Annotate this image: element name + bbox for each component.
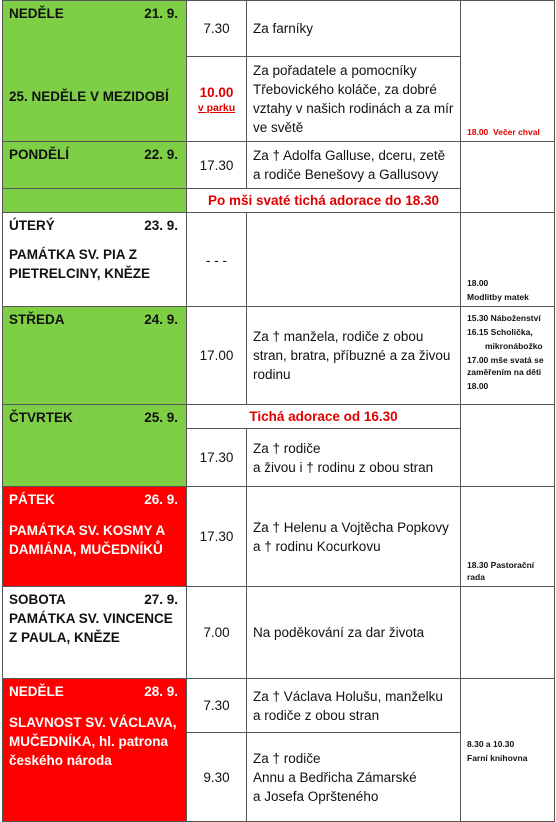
note-text: Modlitby matek xyxy=(467,292,529,302)
note-cell xyxy=(461,1,555,142)
mass-time: 17.00 xyxy=(187,307,247,405)
note-text: Pastorační rada xyxy=(467,560,535,582)
day-cell-tuesday-23 xyxy=(3,213,187,307)
mass-intention: Za † Helenu a Vojtěcha Popkovy a † rodinu Kocurkovu xyxy=(247,487,461,587)
day-name: NEDĚLE xyxy=(9,6,64,21)
mass-intention: Za pořadatele a pomocníky Třebovického koláče, za dobré vztahy v našich rodinách a za mír ve světě xyxy=(247,57,461,142)
day-name: SOBOTA xyxy=(9,592,66,607)
day-cell-friday-26 xyxy=(3,487,187,587)
table-row xyxy=(3,213,555,307)
note-entry: 17.00 mše svatá se zaměřením na děti xyxy=(467,355,544,377)
note-time: 8.30 a 10.30 xyxy=(467,739,515,749)
note-cell xyxy=(461,679,555,822)
mass-intention: Za † rodiče Annu a Bedřicha Zámarské a Josefa Opršteného xyxy=(247,733,461,822)
table-row xyxy=(3,405,555,429)
mass-intention: Za † Václava Holušu, manželku a rodiče z obou stran xyxy=(247,679,461,733)
note-entry-cont: mikronábožko xyxy=(485,341,543,351)
note-cell xyxy=(461,307,555,405)
mass-time: 7.00 xyxy=(187,587,247,679)
table-row xyxy=(3,487,555,587)
mass-time: 10.00 xyxy=(199,84,234,100)
day-date: 27. 9. xyxy=(144,592,178,607)
day-name: STŘEDA xyxy=(9,312,65,327)
day-cell-sunday-28 xyxy=(3,679,187,822)
day-date: 23. 9. xyxy=(144,218,178,233)
day-date: 24. 9. xyxy=(144,312,178,327)
note-cell xyxy=(461,213,555,307)
note-text: Farní knihovna xyxy=(467,753,528,763)
day-feast: SLAVNOST SV. VÁCLAVA, MUČEDNÍKA, hl. patrona českého národa xyxy=(9,715,177,768)
mass-time: 7.30 xyxy=(187,679,247,733)
mass-intention: Na poděkování za dar života xyxy=(247,587,461,679)
mass-intention: Za † manžela, rodiče z obou stran, bratra, příbuzné a za živou rodinu xyxy=(247,307,461,405)
day-date: 21. 9. xyxy=(144,6,178,21)
table-row xyxy=(3,142,555,189)
mass-location: v parku xyxy=(197,101,236,114)
adoration-notice: Po mši svaté tichá adorace do 18.30 xyxy=(187,189,461,213)
mass-time: 17.30 xyxy=(187,487,247,587)
day-name: ÚTERÝ xyxy=(9,218,55,233)
day-cell-wednesday-24 xyxy=(3,307,187,405)
mass-intention: Za † rodiče a živou i † rodinu z obou stran xyxy=(247,429,461,487)
mass-intention: Za † Adolfa Galluse, dceru, zetě a rodiče Benešovy a Gallusovy xyxy=(247,142,461,189)
note-entry: 16.15 Scholička, xyxy=(467,327,533,337)
note-entry: 15.30 Náboženství xyxy=(467,313,541,323)
mass-time: 9.30 xyxy=(187,733,247,822)
mass-time: 7.30 xyxy=(187,1,247,57)
note-time: 18.00 xyxy=(467,127,489,137)
day-name: PONDĚLÍ xyxy=(9,147,70,162)
adoration-notice: Tichá adorace od 16.30 xyxy=(187,405,461,429)
day-date: 26. 9. xyxy=(144,492,178,507)
day-name: ČTVRTEK xyxy=(9,410,73,425)
note-time: 18.30 xyxy=(467,560,489,570)
mass-intention xyxy=(247,213,461,307)
day-date: 22. 9. xyxy=(144,147,178,162)
day-cell-thursday-25 xyxy=(3,405,187,487)
day-date: 25. 9. xyxy=(144,410,178,425)
note-entry: 18.00 xyxy=(467,381,489,391)
table-row xyxy=(3,587,555,679)
mass-time: - - - xyxy=(187,213,247,307)
table-row xyxy=(3,307,555,405)
mass-time-cell xyxy=(187,57,247,142)
day-feast: PAMÁTKA SV. KOSMY A DAMIÁNA, MUČEDNÍKŮ xyxy=(9,523,165,557)
day-cell-empty xyxy=(3,189,187,213)
note-time: 18.00 xyxy=(467,278,489,288)
mass-time: 17.30 xyxy=(187,142,247,189)
mass-time: 17.30 xyxy=(187,429,247,487)
day-feast: 25. NEDĚLE V MEZIDOBÍ xyxy=(9,89,169,104)
day-name: NEDĚLE xyxy=(9,684,64,699)
mass-intention: Za farníky xyxy=(247,1,461,57)
table-row xyxy=(3,679,555,733)
day-cell-saturday-27 xyxy=(3,587,187,679)
note-cell xyxy=(461,405,555,487)
day-name: PÁTEK xyxy=(9,492,55,507)
day-cell-sunday-21 xyxy=(3,1,187,142)
day-cell-monday-22 xyxy=(3,142,187,189)
day-feast: PAMÁTKA SV. PIA Z PIETRELCINY, KNĚZE xyxy=(9,247,151,281)
table-row xyxy=(3,1,555,57)
note-cell xyxy=(461,142,555,213)
parish-schedule-table xyxy=(2,0,555,822)
note-cell xyxy=(461,587,555,679)
note-text: Večer chval xyxy=(493,127,540,137)
note-cell xyxy=(461,487,555,587)
day-feast: PAMÁTKA SV. VINCENCE Z PAULA, KNĚZE xyxy=(9,611,173,645)
day-date: 28. 9. xyxy=(144,684,178,699)
